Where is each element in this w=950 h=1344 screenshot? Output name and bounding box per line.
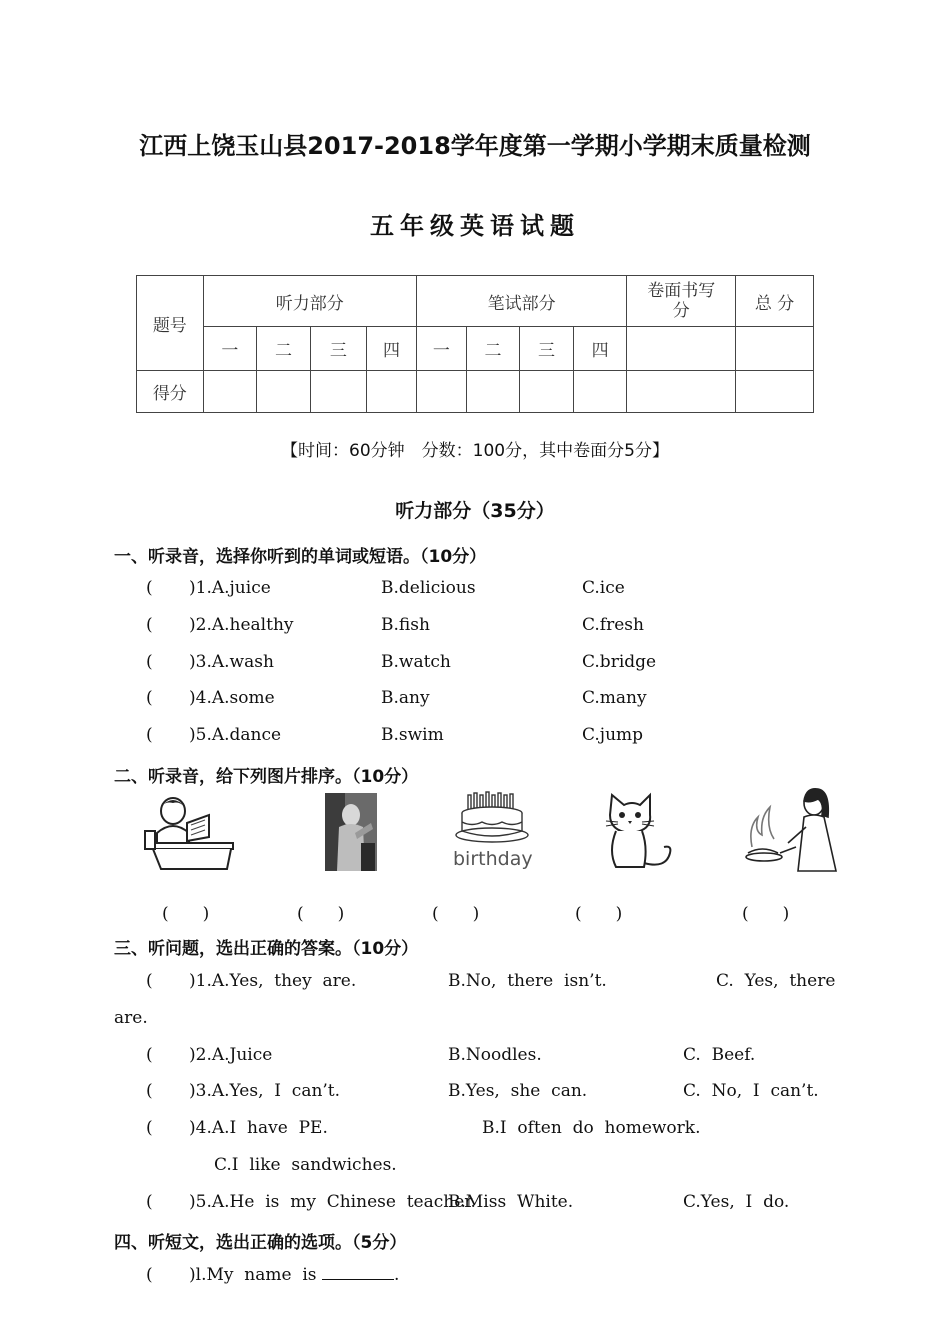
girl-photo-icon [325,793,377,871]
writing-header: 笔试部分 [416,276,626,327]
listening-section-title: 听力部分（35分） [395,500,555,522]
num-cell: 一 [203,327,257,371]
option-c: C.I like sandwiches. [214,1155,397,1175]
option-a: )4.A.I have PE. [189,1118,328,1138]
exam-title: 江西上饶玉山县2017-2018学年度第一学期小学期末质量检测 [139,132,811,160]
boy-reading-icon [143,793,235,871]
option-b: B.Miss White. [448,1192,574,1212]
num-cell: 二 [257,327,311,371]
option-a: )1.A.Yes, they are. [189,971,357,991]
total-header: 总 分 [736,276,814,327]
answer-paren: ( [146,688,153,708]
num-cell: 三 [310,327,366,371]
option-c: C. Yes, there [716,971,836,991]
part4-heading: 四、听短文，选出正确的选项。（5分） [114,1233,407,1253]
option-c: C.Yes, I do. [683,1192,790,1212]
score-cell [736,327,814,371]
score-cell [367,371,417,413]
option-b: B.fish [381,615,430,635]
num-cell: 三 [520,327,574,371]
option-c-wrap: are. [114,1008,148,1028]
answer-paren: ( [146,1265,153,1285]
option-c: C.jump [582,725,644,745]
option-b: B.I often do homework. [482,1118,701,1138]
score-cell [736,371,814,413]
part3-heading: 三、听问题，选出正确的答案。（10分） [114,939,419,959]
option-a: )2.A.healthy [189,615,294,635]
score-cell [310,371,366,413]
question-end: . [393,1265,400,1285]
answer-blank[interactable]: ( ) [297,904,345,924]
num-cell: 二 [466,327,520,371]
option-a: )3.A.wash [189,652,274,672]
defen-cell: 得分 [137,371,204,413]
option-b: B.watch [381,652,451,672]
part2-heading: 二、听录音，给下列图片排序。（10分） [114,767,419,787]
answer-paren: ( [146,1045,153,1065]
score-cell [627,327,736,371]
question-line [189,1265,399,1285]
cat-icon [604,791,674,873]
num-cell: 一 [416,327,466,371]
score-cell [257,371,311,413]
option-b: B.delicious [381,578,476,598]
option-a: )5.A.He is my Chinese teacher. [189,1192,476,1212]
option-c: C.many [582,688,647,708]
option-a: )5.A.dance [189,725,282,745]
answer-paren: ( [146,1081,153,1101]
option-c: C. No, I can’t. [683,1081,819,1101]
option-a: )1.A.juice [189,578,271,598]
exam-note: 【时间：60分钟 分数：100分，其中卷面分5分】 [281,441,669,461]
answer-blank[interactable]: ( ) [575,904,623,924]
option-c: C.ice [582,578,625,598]
answer-paren: ( [146,1118,153,1138]
score-table [136,275,814,413]
answer-paren: ( [146,615,153,635]
num-cell: 四 [573,327,627,371]
score-cell [627,371,736,413]
option-c: C. Beef. [683,1045,756,1065]
option-b: B.Noodles. [448,1045,542,1065]
option-a: )2.A.Juice [189,1045,273,1065]
score-cell [203,371,257,413]
fill-blank[interactable] [322,1265,394,1280]
score-cell [573,371,627,413]
exam-subtitle: 五年级英语试题 [370,212,580,240]
part1-heading: 一、听录音，选择你听到的单词或短语。（10分） [114,547,487,567]
score-cell [466,371,520,413]
score-cell [520,371,574,413]
question-text: )l.My name is [189,1265,317,1285]
cake-label: birthday [453,848,533,870]
tihao-cell: 题号 [137,276,204,371]
option-b: B.No, there isn’t. [448,971,607,991]
option-c: C.bridge [582,652,657,672]
answer-blank[interactable]: ( ) [162,904,210,924]
option-b: B.any [381,688,430,708]
score-cell [416,371,466,413]
answer-blank[interactable]: ( ) [432,904,480,924]
listening-header: 听力部分 [203,276,416,327]
answer-paren: ( [146,578,153,598]
girl-cooking-icon [744,787,842,873]
answer-paren: ( [146,725,153,745]
answer-paren: ( [146,971,153,991]
answer-blank[interactable]: ( ) [742,904,790,924]
num-cell: 四 [367,327,417,371]
option-a: )4.A.some [189,688,275,708]
answer-paren: ( [146,652,153,672]
answer-paren: ( [146,1192,153,1212]
option-b: B.swim [381,725,444,745]
option-a: )3.A.Yes, I can’t. [189,1081,341,1101]
option-c: C.fresh [582,615,644,635]
handwriting-header: 卷面书写分 [627,276,736,327]
option-b: B.Yes, she can. [448,1081,588,1101]
birthday-cake-icon [452,789,532,847]
